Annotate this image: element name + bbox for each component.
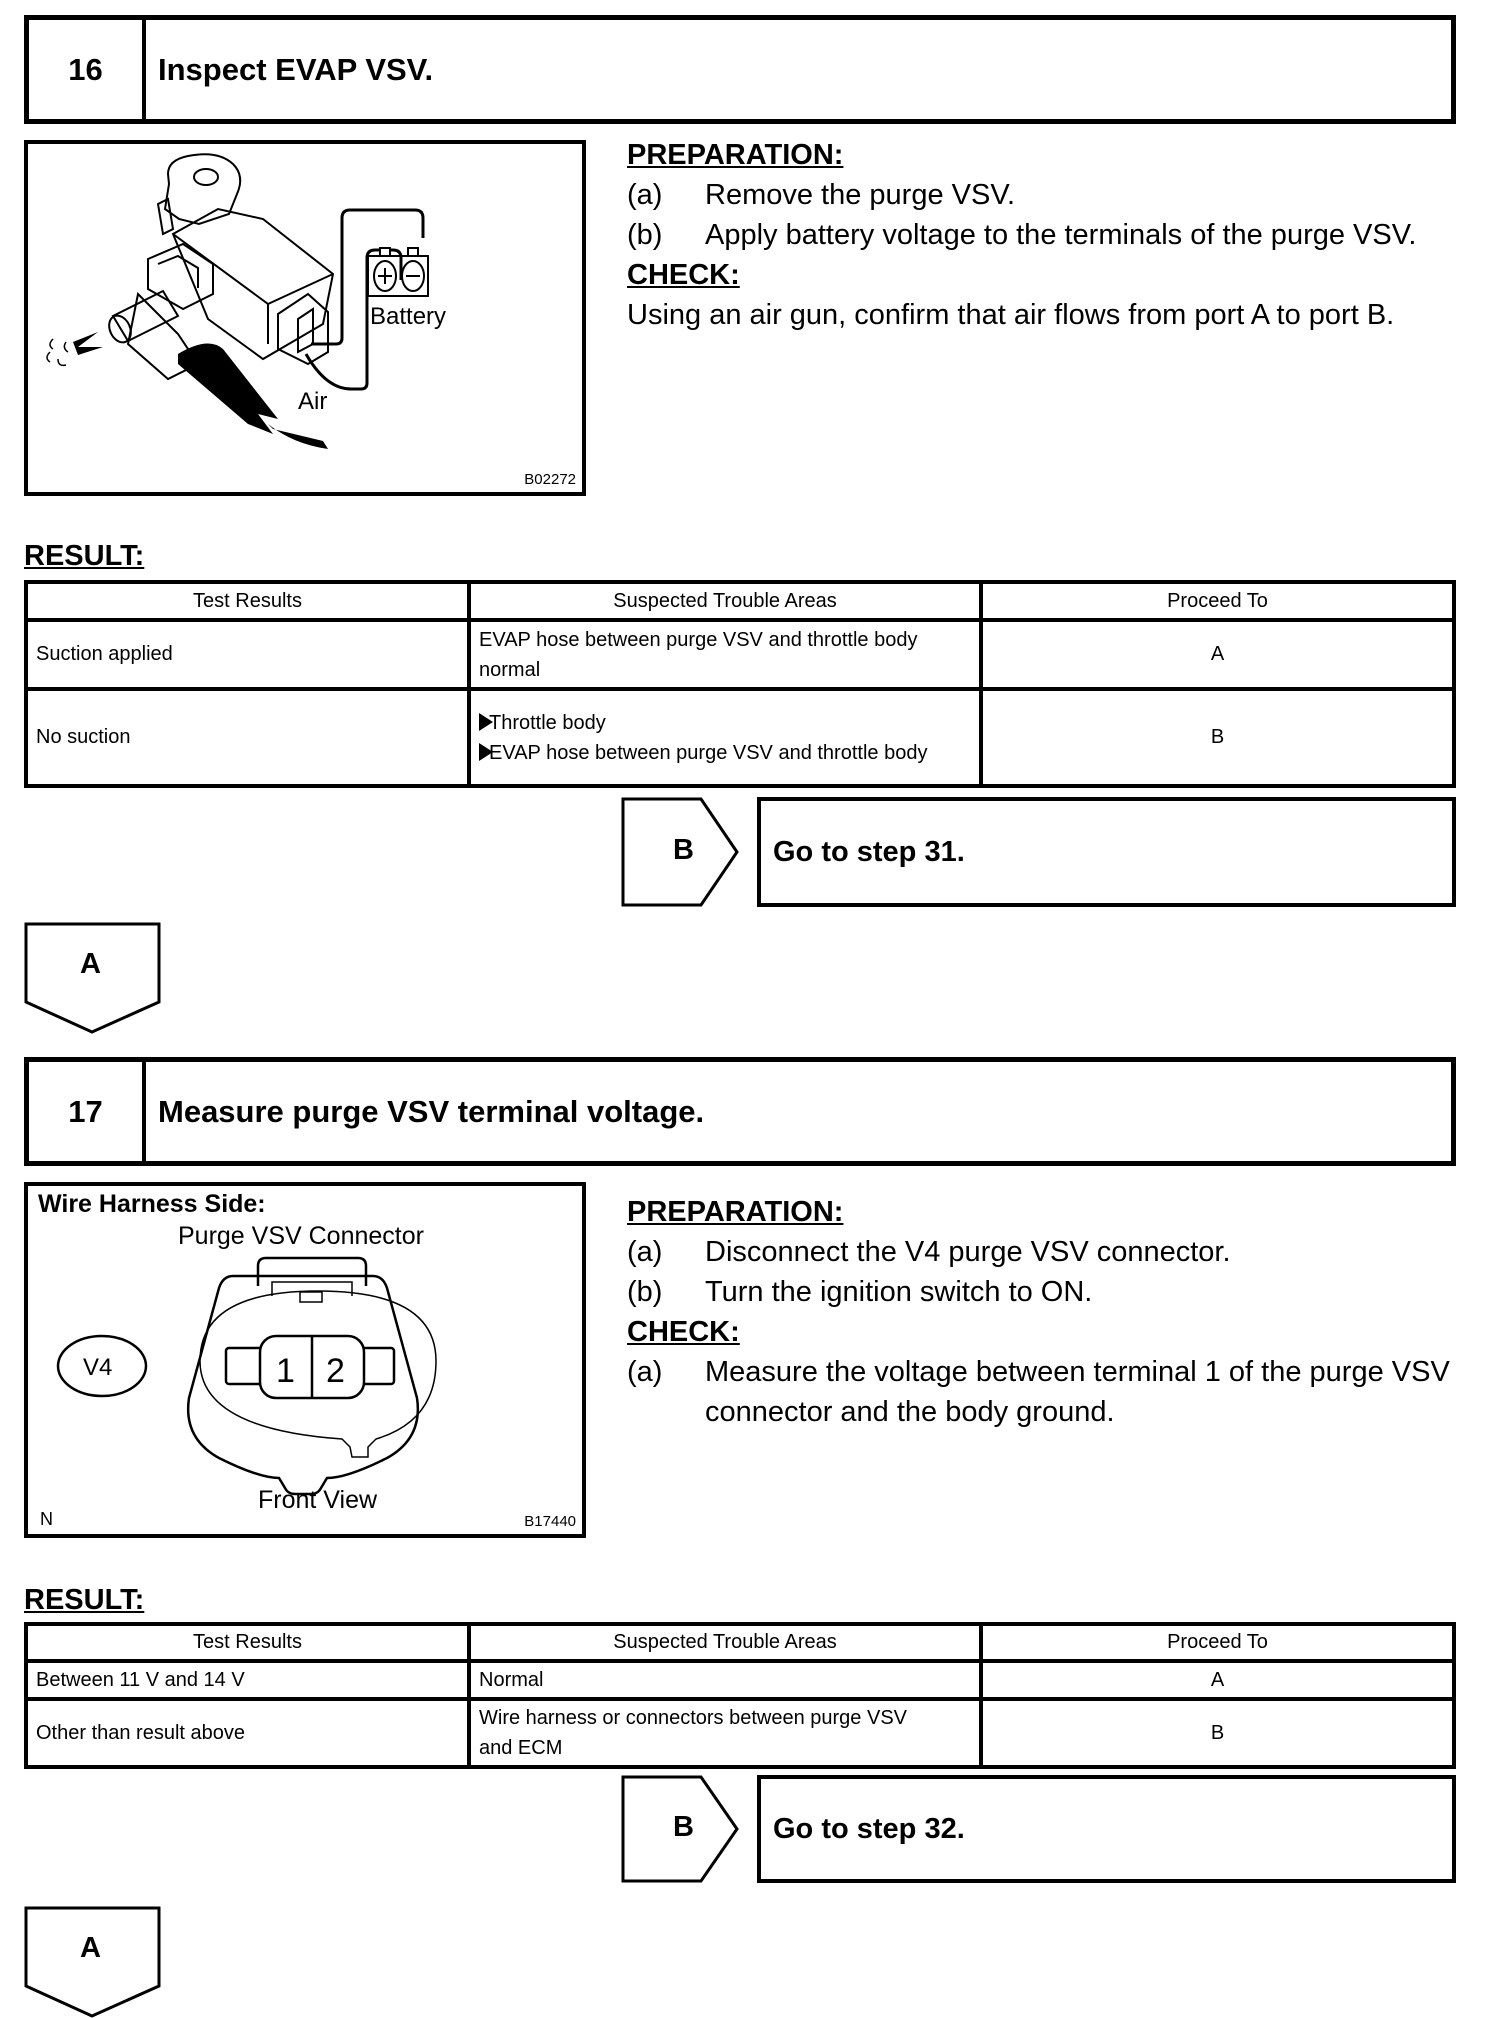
preparation-item: (a) Remove the purge VSV. — [627, 179, 1016, 211]
figure-heading: Wire Harness Side: — [38, 1190, 266, 1218]
table-row: Suction applied EVAP hose between purge VSV and throttle body normal A — [26, 620, 1454, 689]
branch-b-tag[interactable]: B — [621, 797, 739, 907]
go-to-step-31[interactable]: Go to step 31. — [757, 797, 1456, 907]
step-16-header — [24, 15, 1456, 124]
table-header-row: Test Results Suspected Trouble Areas Proceed To — [26, 1624, 1454, 1661]
preparation-item: (b) Apply battery voltage to the terminals of the purge VSV. — [627, 219, 1417, 251]
preparation-item: (a) Disconnect the V4 purge VSV connector. — [627, 1236, 1231, 1268]
trouble-area-item: Throttle body — [479, 708, 971, 738]
check-heading: CHECK: — [627, 259, 740, 291]
table-row: Between 11 V and 14 V Normal A — [26, 1661, 1454, 1699]
result-heading: RESULT: — [24, 1584, 145, 1616]
preparation-item: (b) Turn the ignition switch to ON. — [627, 1276, 1093, 1308]
figure-code: B17440 — [524, 1513, 576, 1530]
trouble-area-item: EVAP hose between purge VSV and throttle body — [479, 738, 971, 768]
connector-front-view-icon — [28, 1186, 582, 1534]
check-text: Using an air gun, confirm that air flows from port A to port B. — [627, 299, 1395, 331]
step-17-instructions — [627, 1192, 1487, 1432]
step-number: 17 — [29, 1062, 146, 1161]
svg-text:V4: V4 — [83, 1354, 113, 1381]
preparation-heading: PREPARATION: — [627, 139, 844, 171]
figure-code: B02272 — [524, 471, 576, 488]
preparation-heading: PREPARATION: — [627, 1196, 844, 1228]
branch-a-tag[interactable]: A — [24, 1906, 162, 2018]
step-title: Measure purge VSV terminal voltage. — [158, 1093, 705, 1129]
table-row: Other than result above Wire harness or connectors between purge VSV and ECM B — [26, 1699, 1454, 1767]
svg-text:Battery: Battery — [370, 303, 447, 330]
view-label: Front View — [258, 1486, 378, 1514]
step-16-instructions — [627, 135, 1487, 335]
step-title: Inspect EVAP VSV. — [158, 51, 434, 87]
connector-name: Purge VSV Connector — [178, 1222, 424, 1250]
corner-mark: N — [40, 1509, 53, 1529]
svg-text:2: 2 — [326, 1352, 345, 1390]
table-row: No suction Throttle body EVAP hose between purge VSV and throttle body B — [26, 689, 1454, 786]
go-to-step-32[interactable]: Go to step 32. — [757, 1775, 1456, 1883]
check-heading: CHECK: — [627, 1316, 740, 1348]
vsv-battery-air-diagram-icon — [28, 144, 582, 492]
result-table — [24, 580, 1456, 788]
purge-vsv-connector-illustration — [24, 1182, 586, 1538]
result-table — [24, 1622, 1456, 1769]
branch-b-tag[interactable]: B — [621, 1775, 739, 1883]
check-item: (a) Measure the voltage between terminal 1 of the purge VSV connector and the body ground. — [627, 1356, 1450, 1428]
step-number: 16 — [29, 20, 146, 119]
step-17-header — [24, 1057, 1456, 1166]
result-heading: RESULT: — [24, 540, 145, 572]
svg-text:1: 1 — [276, 1352, 295, 1390]
branch-a-tag[interactable]: A — [24, 922, 162, 1036]
evap-vsv-illustration — [24, 140, 586, 496]
svg-text:Air: Air — [298, 388, 328, 415]
table-header-row: Test Results Suspected Trouble Areas Proceed To — [26, 582, 1454, 620]
